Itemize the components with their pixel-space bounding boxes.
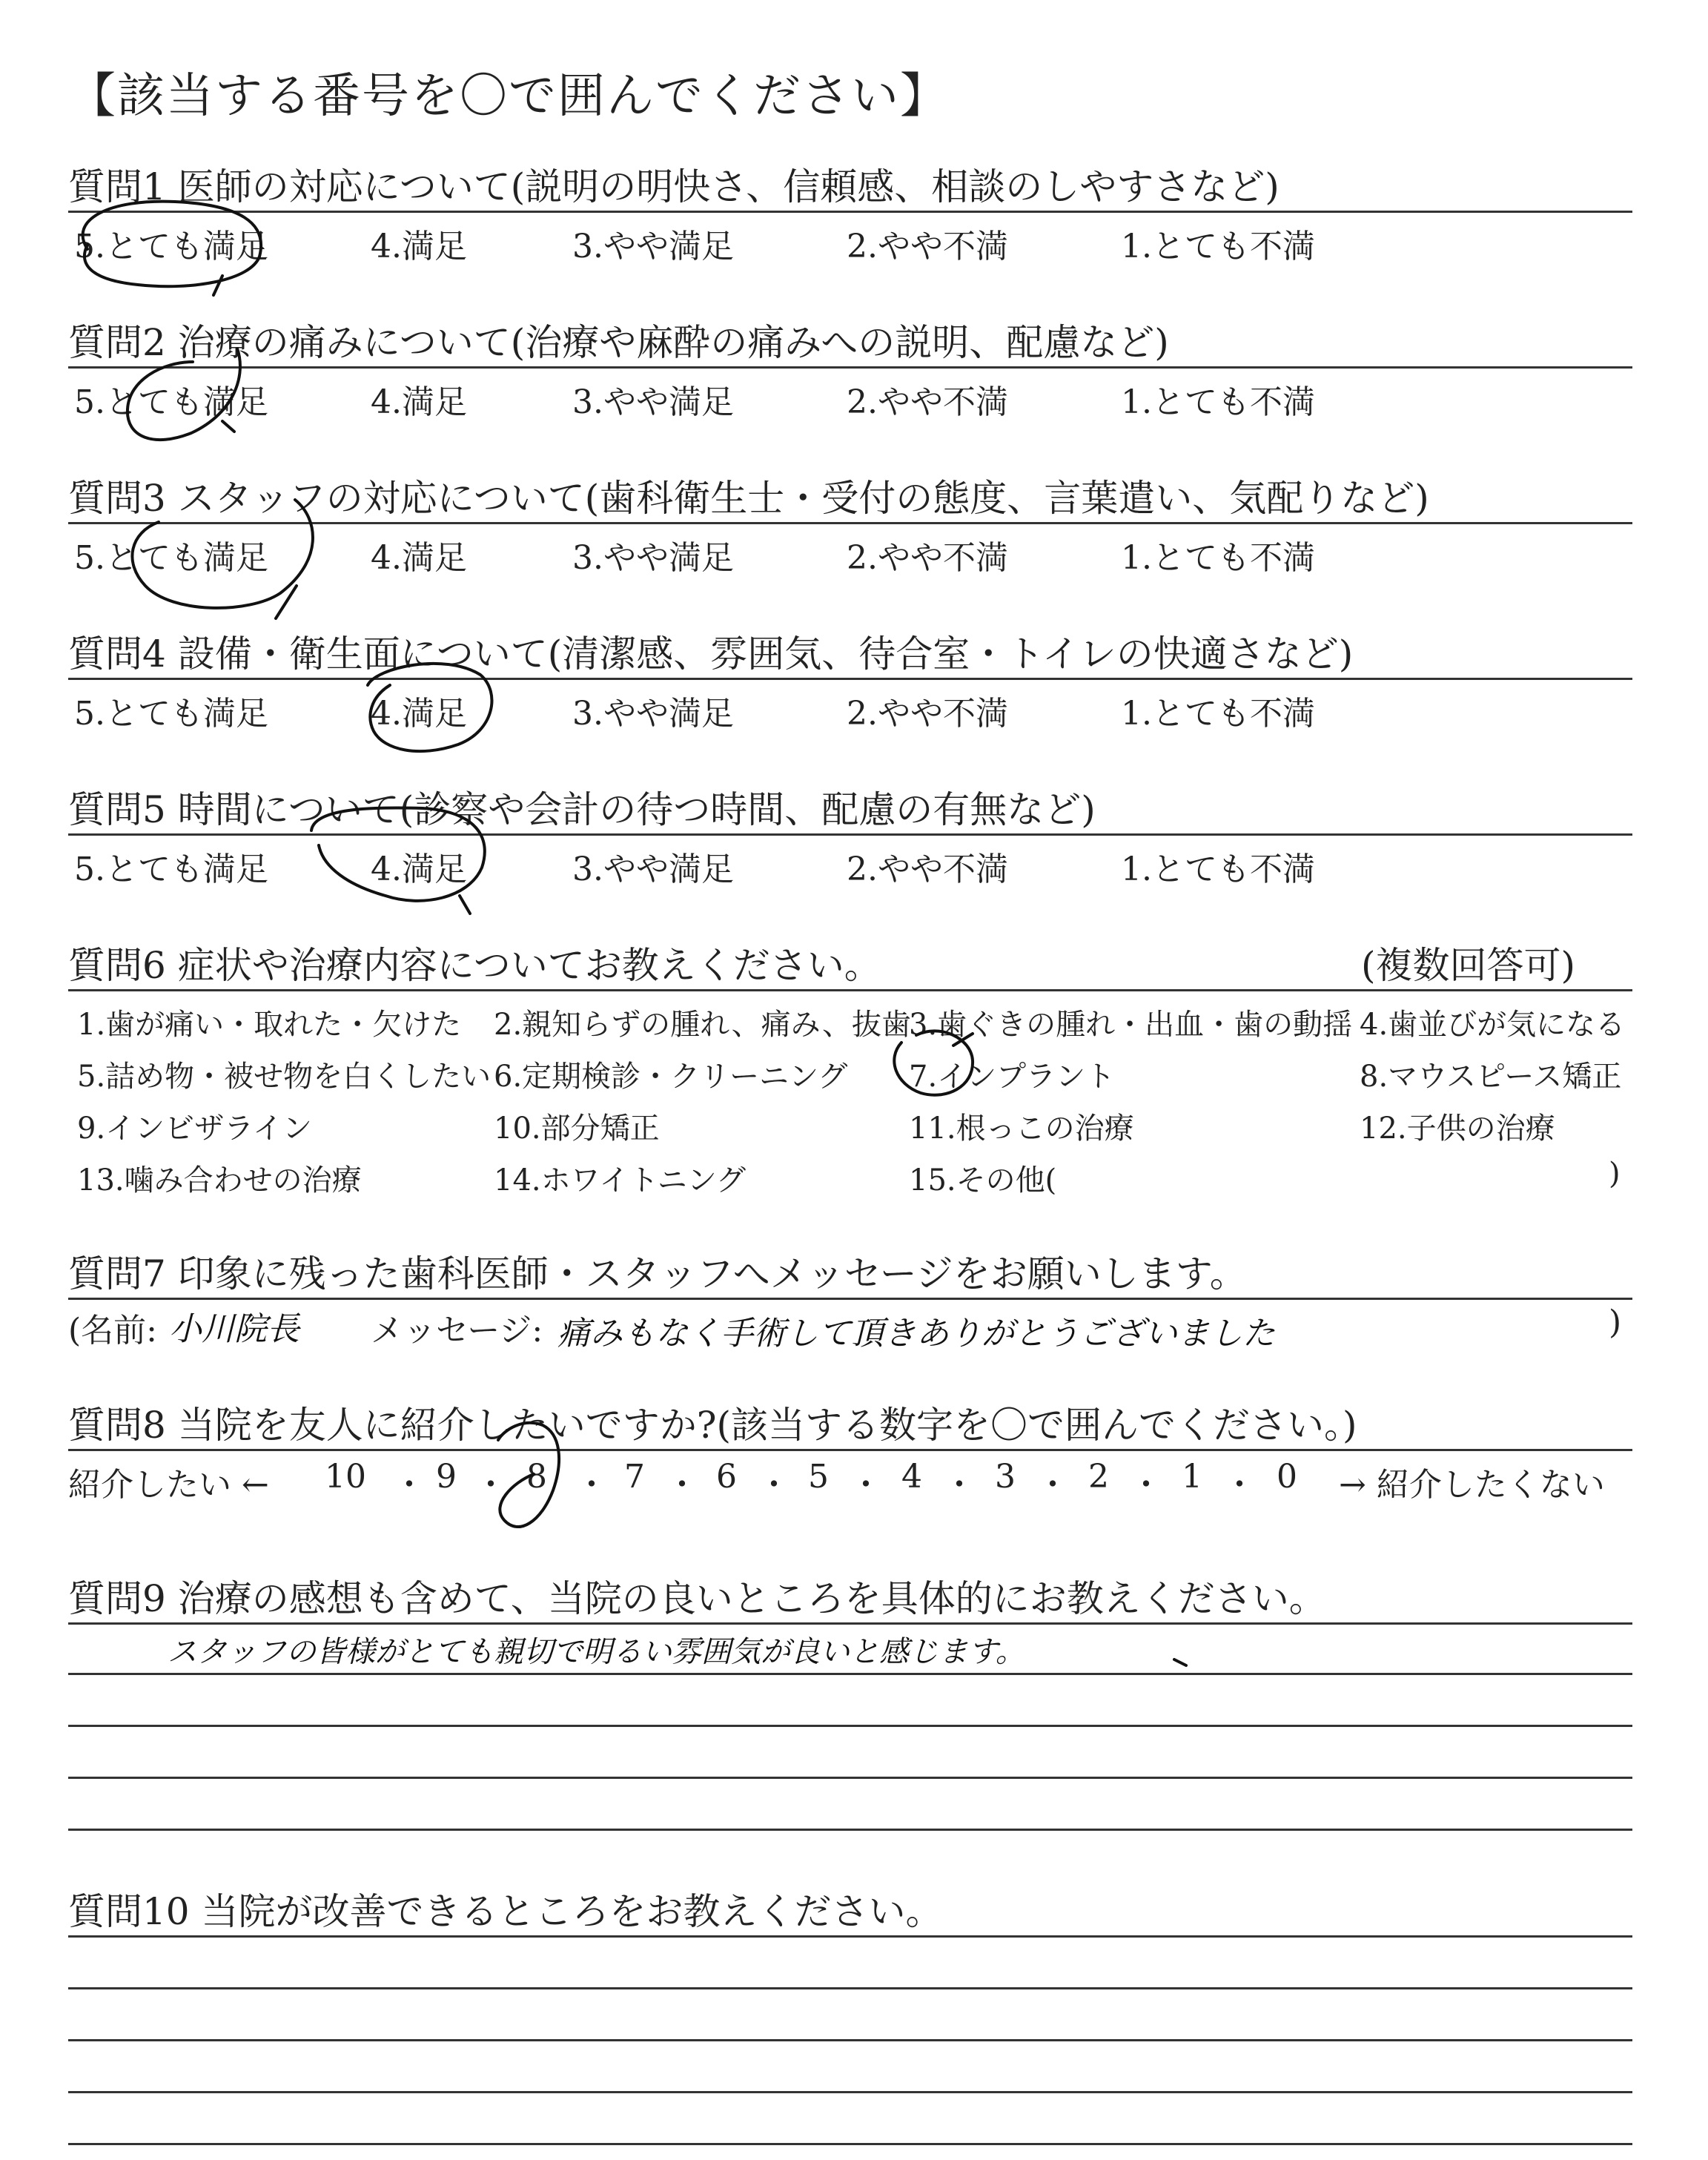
q6-option-14[interactable]: 14.ホワイトニング [494, 1163, 747, 1198]
question-5-text: 質問5 時間について(診察や会計の待つ時間、配慮の有無など) [68, 788, 1096, 831]
q8-left-label: 紹介したい ← [68, 1466, 269, 1504]
q5-option-5[interactable]: 5.とても満足 [74, 851, 268, 888]
question-7-text: 質問7 印象に残った歯科医師・スタッフへメッセージをお願いします。 [68, 1252, 1247, 1295]
q5-option-2[interactable]: 2.やや不満 [847, 851, 1008, 888]
q7-message-label: メッセージ: [371, 1312, 543, 1350]
question-3-rule [68, 522, 1632, 524]
q1-option-3[interactable]: 3.やや満足 [572, 228, 734, 265]
q8-dot: ・ [474, 1466, 507, 1504]
q6-option-1[interactable]: 1.歯が痛い・取れた・欠けた [77, 1008, 462, 1042]
q8-scale-7[interactable]: 7 [624, 1458, 645, 1496]
q10-answer-line [68, 2091, 1632, 2093]
q8-dot: ・ [575, 1466, 608, 1504]
q8-scale-5[interactable]: 5 [808, 1458, 829, 1496]
q2-option-2[interactable]: 2.やや不満 [847, 383, 1008, 421]
q1-option-2[interactable]: 2.やや不満 [847, 228, 1008, 265]
q4-option-1[interactable]: 1.とても不満 [1121, 695, 1315, 733]
q9-answer-line [68, 1622, 1632, 1625]
q8-dot: ・ [758, 1466, 790, 1504]
q4-option-4[interactable]: 4.満足 [371, 695, 467, 733]
q7-message-value[interactable]: 痛みもなく手術して頂きありがとうございました [557, 1315, 1275, 1353]
q10-answer-line [68, 1987, 1632, 1989]
q8-scale-2[interactable]: 2 [1088, 1458, 1109, 1496]
q1-option-4[interactable]: 4.満足 [371, 228, 467, 265]
q4-option-5[interactable]: 5.とても満足 [74, 695, 268, 733]
q9-answer-line [68, 1777, 1632, 1779]
q2-option-1[interactable]: 1.とても不満 [1121, 383, 1315, 421]
q6-option-2[interactable]: 2.親知らずの腫れ、痛み、抜歯 [494, 1008, 911, 1042]
question-8-text: 質問8 当院を友人に紹介したいですか?(該当する数字を〇で囲んでください。) [68, 1404, 1357, 1447]
q10-answer-line [68, 1935, 1632, 1938]
question-5-rule [68, 833, 1632, 836]
question-4-rule [68, 678, 1632, 680]
q3-option-2[interactable]: 2.やや不満 [847, 539, 1008, 577]
q6-other-close-paren: ) [1609, 1157, 1621, 1191]
q8-scale-1[interactable]: 1 [1182, 1458, 1202, 1496]
question-7-rule [68, 1298, 1632, 1300]
q6-option-10[interactable]: 10.部分矯正 [494, 1112, 660, 1146]
q6-option-3[interactable]: 3.歯ぐきの腫れ・出血・歯の動揺 [909, 1008, 1353, 1042]
q6-option-8[interactable]: 8.マウスピース矯正 [1360, 1060, 1622, 1094]
q8-dot: ・ [943, 1466, 976, 1504]
question-1-rule [68, 211, 1632, 213]
question-2-rule [68, 366, 1632, 369]
q7-name-value[interactable]: 小川院長 [169, 1310, 299, 1348]
q8-scale-0[interactable]: 0 [1277, 1458, 1297, 1496]
q8-dot: ・ [1223, 1466, 1256, 1504]
question-1-text: 質問1 医師の対応について(説明の明快さ、信頼感、相談のしやすさなど) [68, 165, 1280, 208]
q1-option-5[interactable]: 5.とても満足 [74, 228, 268, 265]
q6-option-5[interactable]: 5.詰め物・被せ物を白くしたい [77, 1060, 491, 1094]
q8-scale-4[interactable]: 4 [901, 1458, 922, 1496]
q8-scale-10[interactable]: 10 [325, 1458, 366, 1496]
q2-option-4[interactable]: 4.満足 [371, 383, 467, 421]
question-8-rule [68, 1449, 1632, 1451]
q3-option-1[interactable]: 1.とても不満 [1121, 539, 1315, 577]
question-6-text: 質問6 症状や治療内容についてお教えください。 [68, 944, 881, 987]
q7-name-label: (名前: [68, 1312, 157, 1350]
q7-close-paren: ) [1609, 1304, 1622, 1341]
q8-scale-3[interactable]: 3 [995, 1458, 1016, 1496]
q6-option-7[interactable]: 7.インプラント [909, 1060, 1116, 1094]
q8-scale-9[interactable]: 9 [436, 1458, 457, 1496]
q9-answer-text[interactable]: スタッフの皆様がとても親切で明るい雰囲気が良いと感じます。 [168, 1635, 1025, 1669]
q1-option-1[interactable]: 1.とても不満 [1121, 228, 1315, 265]
q3-option-3[interactable]: 3.やや満足 [572, 539, 734, 577]
q2-option-5[interactable]: 5.とても満足 [74, 383, 268, 421]
q2-option-3[interactable]: 3.やや満足 [572, 383, 734, 421]
q6-option-13[interactable]: 13.噛み合わせの治療 [77, 1163, 362, 1198]
instruction-title: 【該当する番号を〇で囲んでください】 [68, 69, 949, 124]
q4-option-2[interactable]: 2.やや不満 [847, 695, 1008, 733]
q8-dot: ・ [1130, 1466, 1162, 1504]
q6-option-15[interactable]: 15.その他( [909, 1163, 1057, 1198]
q8-right-label: → 紹介したくない [1339, 1466, 1605, 1504]
q6-option-12[interactable]: 12.子供の治療 [1360, 1112, 1555, 1146]
q8-scale-8[interactable]: 8 [526, 1458, 547, 1496]
q6-option-9[interactable]: 9.インビザライン [77, 1112, 312, 1146]
q9-underline-flourish [1174, 1659, 1186, 1665]
q8-dot: ・ [393, 1466, 426, 1504]
q9-answer-line [68, 1673, 1632, 1675]
q8-dot: ・ [666, 1466, 698, 1504]
q10-answer-line [68, 2039, 1632, 2041]
q6-option-11[interactable]: 11.根っこの治療 [909, 1112, 1134, 1146]
q3-option-5[interactable]: 5.とても満足 [74, 539, 268, 577]
q4-option-3[interactable]: 3.やや満足 [572, 695, 734, 733]
q8-dot: ・ [850, 1466, 882, 1504]
question-6-rule [68, 989, 1632, 991]
question-4-text: 質問4 設備・衛生面について(清潔感、雰囲気、待合室・トイレの快適さなど) [68, 633, 1354, 676]
question-2-text: 質問2 治療の痛みについて(治療や麻酔の痛みへの説明、配慮など) [68, 321, 1169, 364]
q6-option-4[interactable]: 4.歯並びが気になる [1360, 1008, 1626, 1042]
q8-dot: ・ [1036, 1466, 1069, 1504]
q9-answer-line [68, 1725, 1632, 1727]
q6-option-6[interactable]: 6.定期検診・クリーニング [494, 1060, 848, 1094]
q9-answer-line [68, 1829, 1632, 1831]
question-3-text: 質問3 スタッフの対応について(歯科衛生士・受付の態度、言葉遣い、気配りなど) [68, 477, 1429, 520]
q3-option-4[interactable]: 4.満足 [371, 539, 467, 577]
q5-option-4[interactable]: 4.満足 [371, 851, 467, 888]
q10-answer-line [68, 2143, 1632, 2145]
q5-option-3[interactable]: 3.やや満足 [572, 851, 734, 888]
question-6-note: (複数回答可) [1361, 944, 1576, 987]
q5-option-1[interactable]: 1.とても不満 [1121, 851, 1315, 888]
q8-scale-6[interactable]: 6 [716, 1458, 737, 1496]
question-10-text: 質問10 当院が改善できるところをお教えください。 [68, 1890, 943, 1933]
question-9-text: 質問9 治療の感想も含めて、当院の良いところを具体的にお教えください。 [68, 1577, 1326, 1620]
